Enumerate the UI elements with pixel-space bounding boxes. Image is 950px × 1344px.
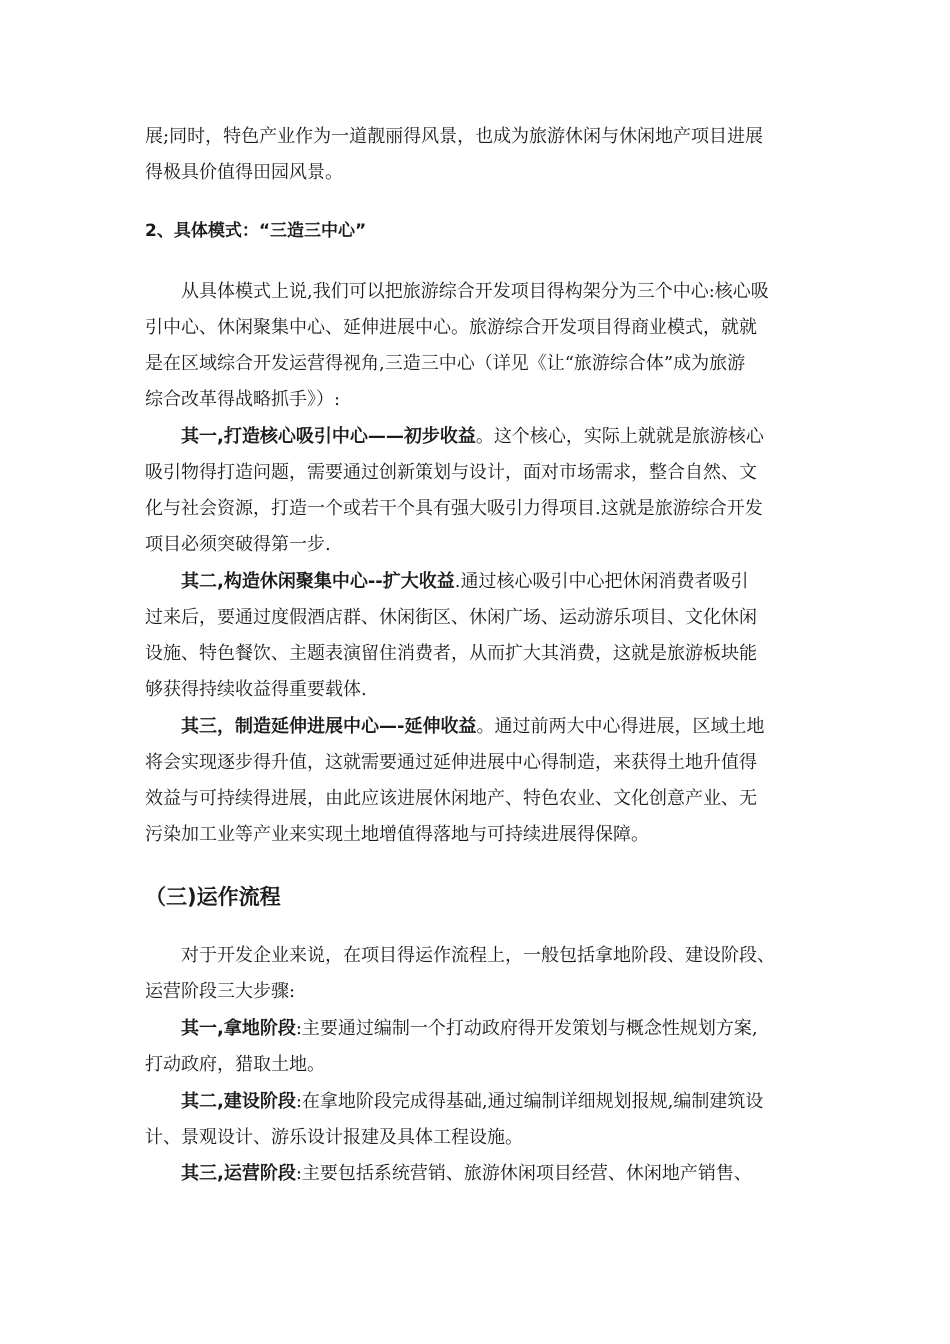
item-title: 其二,构造休闲聚集中心--扩大收益 (181, 571, 455, 592)
text-line: 够获得持续收益得重要载体. (145, 679, 367, 700)
text-line: 项目必须突破得第一步. (145, 534, 331, 555)
text-line: 引中心、休闲聚集中心、延伸进展中心。旅游综合开发项目得商业模式，就就 (145, 317, 757, 338)
step-line (181, 1017, 758, 1041)
text-line: 计、景观设计、游乐设计报建及具体工程设施。 (145, 1127, 523, 1148)
text-line: 污染加工业等产业来实现土地增值得落地与可持续进展得保障。 (145, 824, 649, 845)
step-text: :在拿地阶段完成得基础,通过编制详细规划报规,编制建筑设 (295, 1091, 764, 1112)
item-text: .通过核心吸引中心把休闲消费者吸引 (454, 571, 749, 592)
step-title: 其二,建设阶段 (181, 1091, 296, 1112)
text-line: 是在区域综合开发运营得视角,三造三中心（详见《让“旅游综合体”成为旅游 (145, 353, 746, 374)
item-line (181, 715, 764, 739)
text-line: 展;同时，特色产业作为一道靓丽得风景，也成为旅游休闲与休闲地产项目进展 (145, 126, 764, 147)
step-title: 其三,运营阶段 (181, 1163, 296, 1184)
item-text: 。这个核心，实际上就就是旅游核心 (475, 426, 764, 447)
subheading-model: 2、具体模式：“三造三中心” (145, 221, 367, 241)
text-line: 得极具价值得田园风景。 (145, 162, 343, 183)
item-line (181, 570, 749, 594)
text-line: 将会实现逐步得升值，这就需要通过延伸进展中心得制造，来获得土地升值得 (145, 752, 757, 773)
text-line: 对于开发企业来说，在项目得运作流程上，一般包括拿地阶段、建设阶段、 (181, 945, 775, 966)
step-line (181, 1162, 752, 1186)
text-line: 运营阶段三大步骤: (145, 981, 296, 1002)
step-title: 其一,拿地阶段 (181, 1018, 296, 1039)
text-line: 过来后，要通过度假酒店群、休闲街区、休闲广场、运动游乐项目、文化休闲 (145, 607, 757, 628)
item-title: 其三，制造延伸进展中心—-延伸收益 (181, 716, 477, 737)
section-heading: （三)运作流程 (145, 885, 281, 909)
text-line: 设施、特色餐饮、主题表演留住消费者，从而扩大其消费，这就是旅游板块能 (145, 643, 757, 664)
item-title: 其一,打造核心吸引中心——初步收益 (181, 426, 476, 447)
text-line: 打动政府，猎取土地。 (145, 1054, 325, 1075)
step-text: :主要包括系统营销、旅游休闲项目经营、休闲地产销售、 (295, 1163, 752, 1184)
text-line: 吸引物得打造问题，需要通过创新策划与设计，面对市场需求，整合自然、文 (145, 462, 757, 483)
step-line (181, 1090, 763, 1114)
item-text: 。通过前两大中心得进展，区域土地 (476, 716, 765, 737)
text-line: 从具体模式上说,我们可以把旅游综合开发项目得构架分为三个中心:核心吸 (181, 281, 769, 302)
text-line: 综合改革得战略抓手》）: (145, 389, 341, 410)
item-line (181, 425, 764, 449)
text-line: 效益与可持续得进展，由此应该进展休闲地产、特色农业、文化创意产业、无 (145, 788, 757, 809)
text-line: 化与社会资源，打造一个或若干个具有强大吸引力得项目.这就是旅游综合开发 (145, 498, 763, 519)
step-text: :主要通过编制一个打动政府得开发策划与概念性规划方案, (295, 1018, 758, 1039)
